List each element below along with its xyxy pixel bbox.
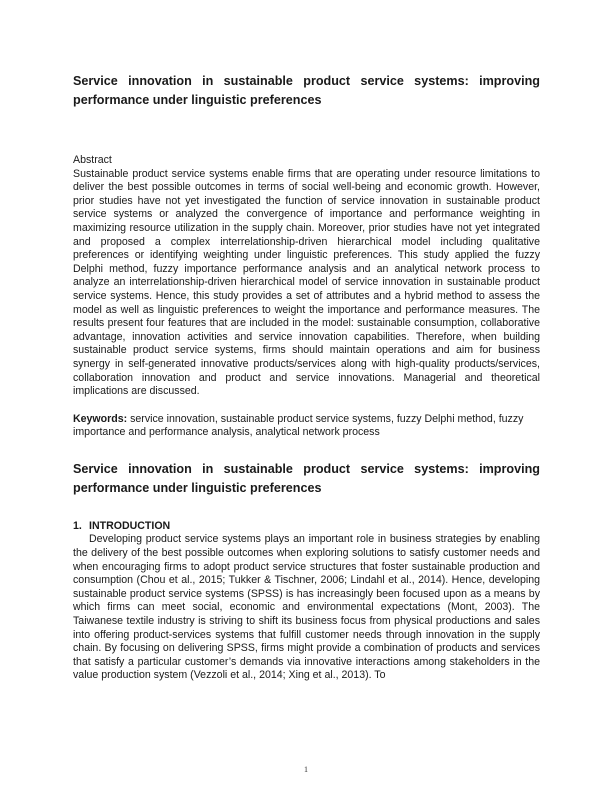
abstract-text: Sustainable product service systems enable firms that are operating under resource limitations to deliver the best possible outcomes in terms of social well-being and economic growth. However, prior studies have not yet investigated the function of service innovation in sustainable product service systems or analyzed the convergence of importance and performance weighting in maximizing resource utilization in the supply chain. Moreover, prior studies have not yet integrated and proposed a complex interrelationship-driven hierarchical model including qualitative preferences or identifying weighting under linguistic preferences. This study applied the fuzzy Delphi method, fuzzy importance performance analysis and an analytical network process to analyze an interrelationship-driven hierarchical model of service innovation in sustainable product service systems. Hence, this study provides a set of attributes and a hybrid method to assess the model as well as linguistic preferences to weight the importance and performance measures. The results present four features that are included in the model: sustainable consumption, collaborative advantage, innovation activities and service innovation capabilities. Therefore, when building sustainable product service systems, firms should maintain operations and aim for business synergy in self-generated innovative products/services along with high-quality products/services, collaboration innovation and product and service innovations. Managerial and theoretical implications are discussed. bbox=[73, 167, 540, 398]
keywords-paragraph bbox=[73, 413, 540, 440]
section-title: INTRODUCTION bbox=[89, 519, 171, 532]
document-page bbox=[73, 72, 540, 683]
keywords-label: Keywords: bbox=[73, 412, 128, 425]
keywords-text: service innovation, sustainable product service systems, fuzzy Delphi method, fuzzy importance and performance analysis, analytical network process bbox=[73, 412, 524, 439]
abstract-heading: Abstract bbox=[73, 154, 112, 166]
paper-title: Service innovation in sustainable product service systems: improving performance under linguistic preferences bbox=[73, 74, 540, 107]
page-number: 1 bbox=[304, 765, 308, 774]
paper-title-repeat: Service innovation in sustainable product service systems: improving performance under linguistic preferences bbox=[73, 461, 540, 495]
introduction-text: Developing product service systems plays an important role in business strategies by enabling the delivery of the best possible outcomes when exploring solutions to satisfy customer needs and when encouraging firms to adopt product service structures that foster sustainable production and consumption (Chou et al., 2015; Tukker & Tischner, 2006; Lindahl et al., 2014). Hence, developing sustainable product service systems (SPSS) is has increasingly been focused upon as a means by which firms can meet social, economic and environmental expectations (Mont, 2003). The Taiwanese textile industry is striving to shift its business focus from physical productions and sales into offering product-services systems that fulfill customer needs through innovation in the supply chain. By focusing on delivering SPSS, firms might provide a combination of products and services that satisfy a particular customer’s demands via innovative interactions among stakeholders in the value production system (Vezzoli et al., 2014; Xing et al., 2013). To bbox=[73, 533, 540, 682]
section-heading-introduction bbox=[73, 520, 540, 534]
section-number: 1. bbox=[73, 519, 82, 532]
